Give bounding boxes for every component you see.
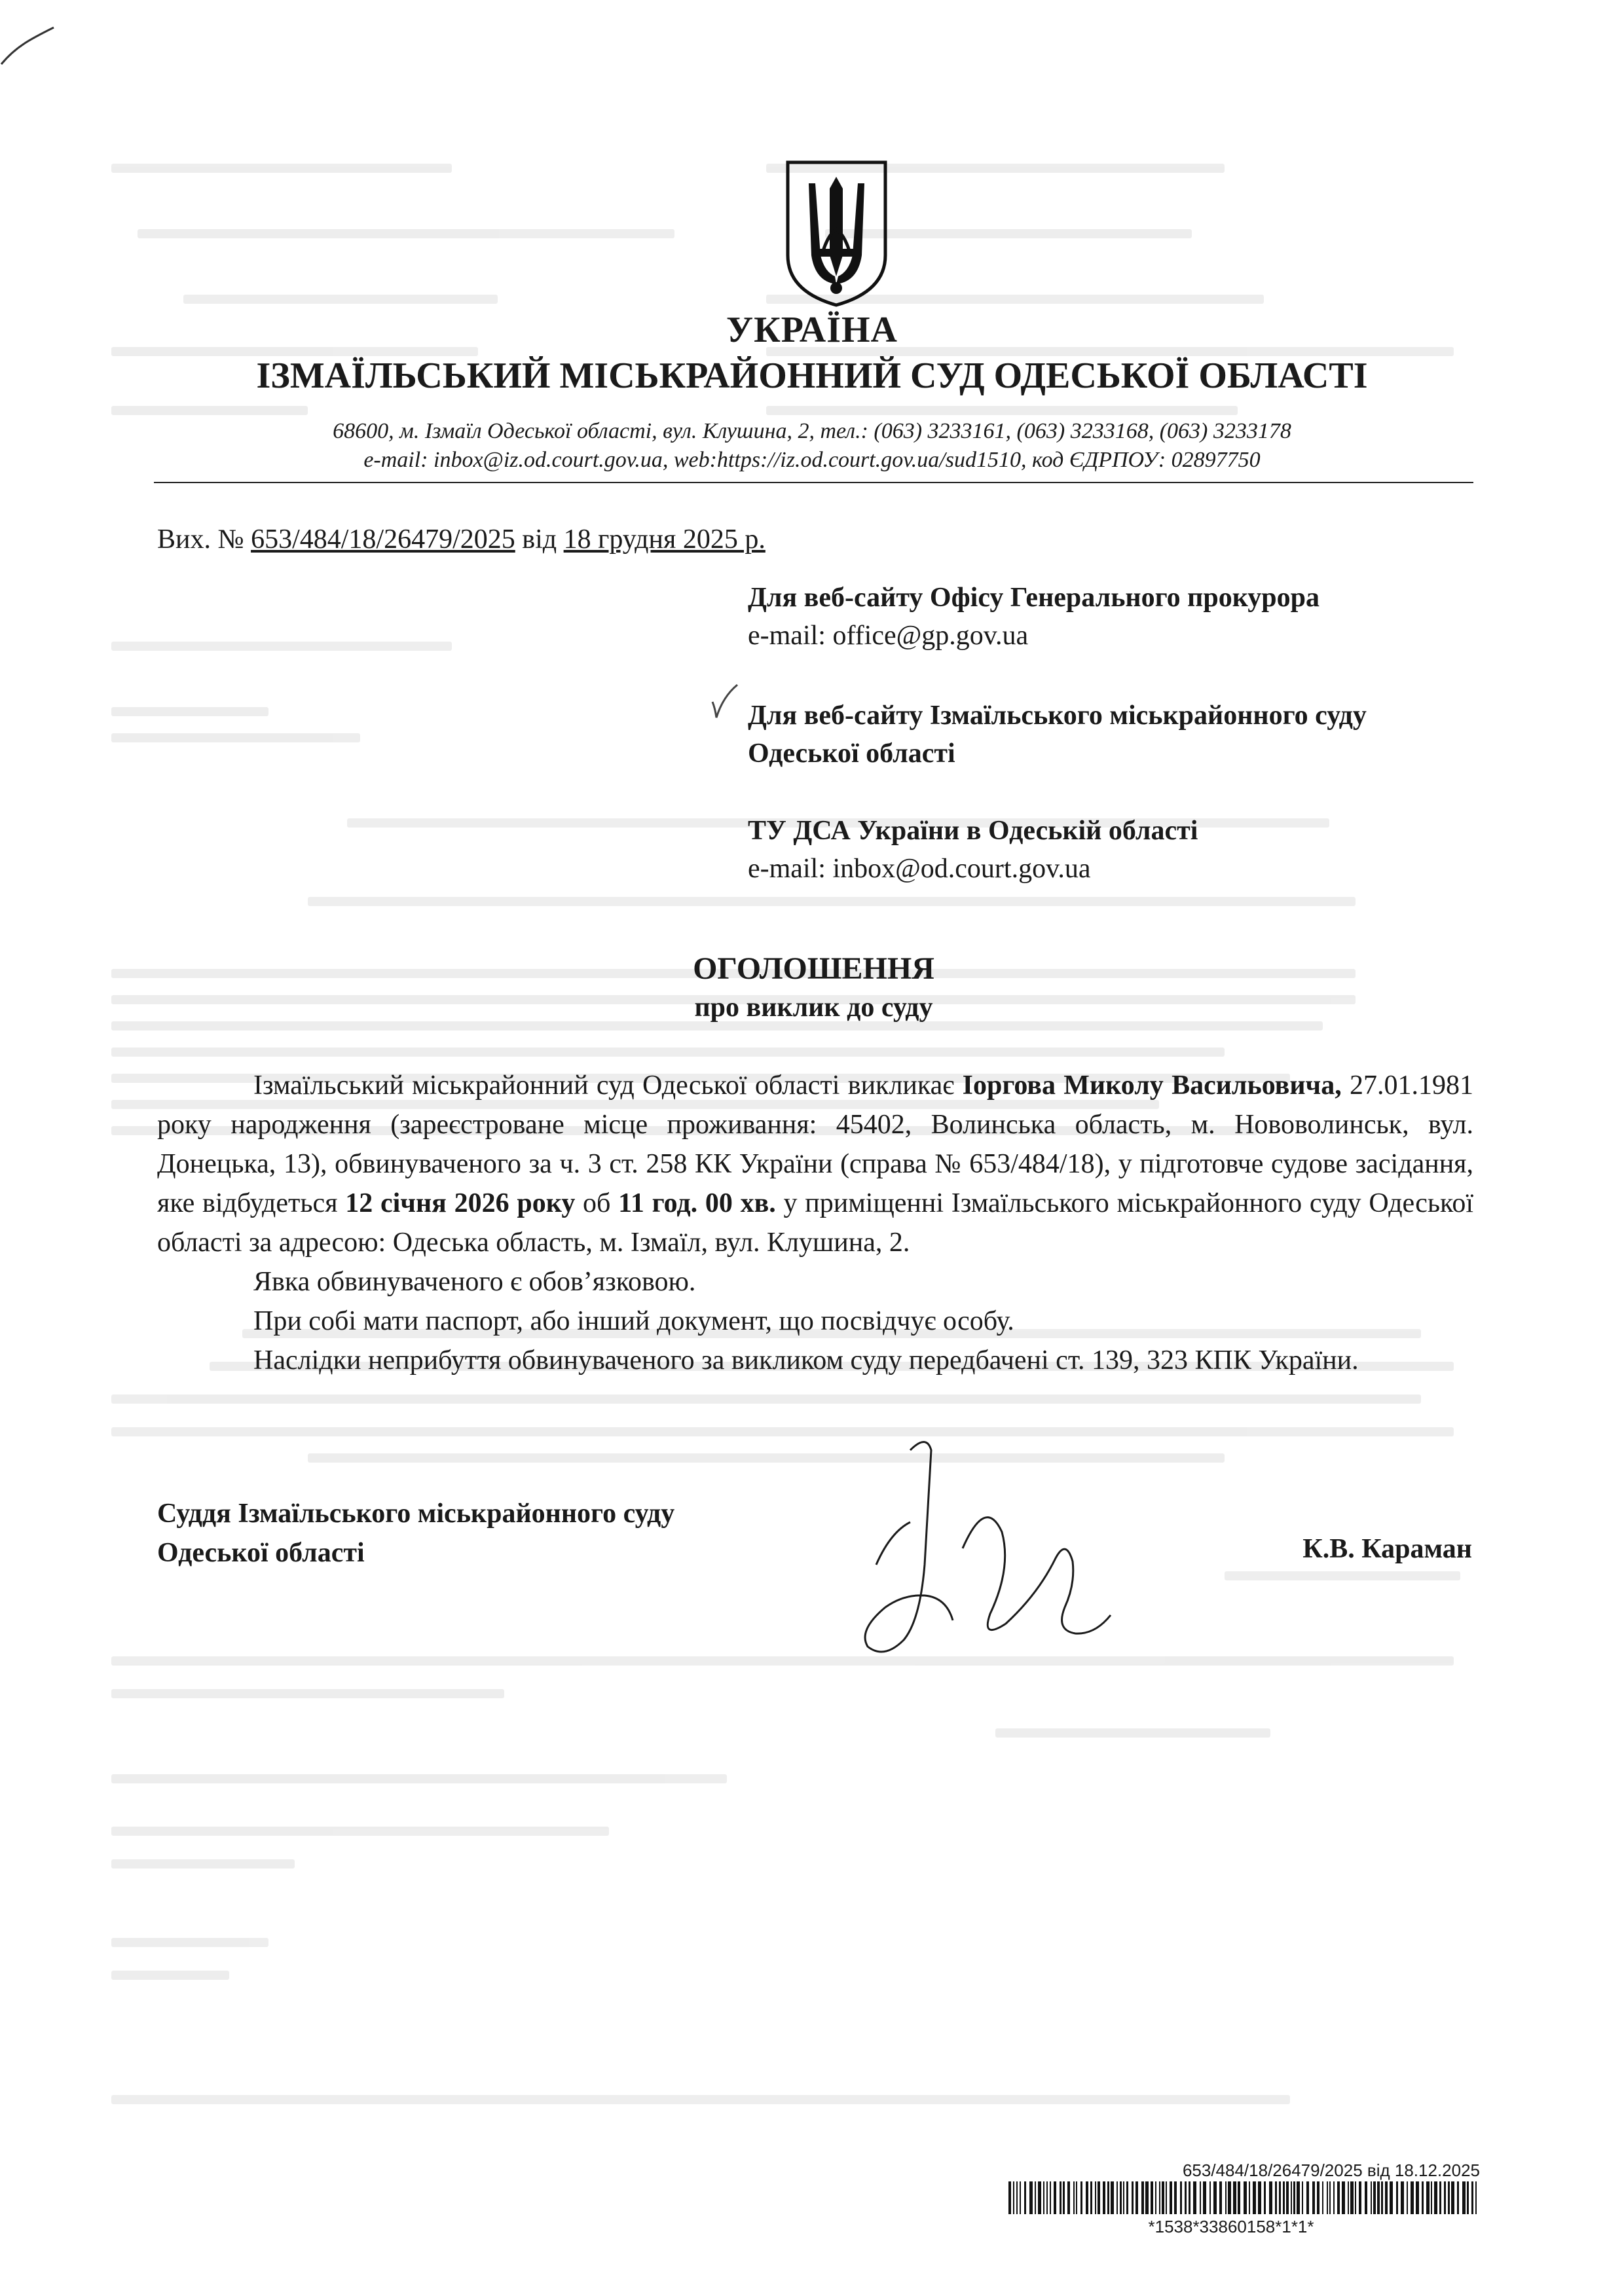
recipient-email: e-mail: office@gp.gov.ua [748,621,1029,651]
barcode-code: *1538*33860158*1*1* [1148,2217,1314,2236]
recipient-email: e-mail: inbox@od.court.gov.ua [748,854,1091,884]
text-run: Ізмаїльський міськрайонний суд Одеської області викликає [253,1070,963,1101]
outgoing-prefix: Вих. № [157,524,244,555]
accused-name: Іоргова Миколу Васильовича, [962,1070,1342,1101]
hearing-time: 11 год. 00 хв. [618,1188,776,1218]
text-run: у приміщенні Ізмаїльського міськрайонного суду Одеської області за адресою: Одеська область, м. Ізмаїл, вул. Клушина, 2. [157,1188,1473,1258]
outgoing-sep: від [522,524,557,555]
recipient-court-site [748,697,1475,773]
court-contacts: e-mail: inbox@iz.od.court.gov.ua, web:https://iz.od.court.gov.ua/sud1510, код ЄДРПОУ: 02897750 [363,448,1261,472]
country-heading: УКРАЇНА [726,310,898,350]
court-name: ІЗМАЇЛЬСЬКИЙ МІСЬКРАЙОННИЙ СУД ОДЕСЬКОЇ ОБЛАСТІ [256,355,1368,396]
notice-paragraph-consequences: Наслідки неприбуття обвинуваченого за викликом суду передбачені ст. 139, 323 КПК України. [253,1345,1359,1376]
notice-paragraph-documents: При собі мати паспорт, або інший документ, що посвідчує особу. [253,1306,1014,1336]
recipient-prosecutor [748,579,1475,655]
notice-paragraph-attendance: Явка обвинуваченого є обов’язковою. [253,1267,696,1297]
barcode-reference: 653/484/18/26479/2025 від 18.12.2025 [1182,2160,1480,2180]
notice-title: ОГОЛОШЕННЯ [693,951,934,986]
judge-position-line: Одеської області [157,1538,365,1568]
handwritten-signature [812,1424,1126,1712]
outgoing-number [157,524,766,555]
recipient-name: ТУ ДСА України в Одеській області [748,816,1198,846]
notice-body [157,1066,1473,1380]
outgoing-number-value: 653/484/18/26479/2025 [251,524,515,555]
outgoing-date: 18 грудня 2025 р. [563,524,766,555]
header-divider [154,482,1473,483]
hearing-date: 12 січня 2026 року [345,1188,576,1218]
barcode-bars [1008,2181,1480,2214]
text-run: 27.01.1981 року народження (зареєстроване місце проживання: 45402, Волинська область, м. Нововолинськ, вул. Донецька, 13), обвинуваченого за ч. 3 ст. 258 КК України (справа № 653/484/18), у підготовче судове засідання, яке відбудеться [157,1070,1474,1218]
judge-name: К.В. Караман [1302,1534,1472,1564]
pen-mark [0,0,79,79]
checkmark-icon [709,682,741,724]
recipient-dsa [748,812,1475,888]
coat-of-arms-icon [783,157,891,309]
notice-paragraph-main [157,1066,1473,1262]
judge-position [157,1494,674,1573]
notice-subtitle: про виклик до суду [694,993,933,1023]
court-address: 68600, м. Ізмаїл Одеської області, вул. Клушина, 2, тел.: (063) 3233161, (063) 3233168, (063) 3233178 [333,419,1291,443]
recipient-name: Для веб-сайту Ізмаїльського міськрайонного суду Одеської області [748,701,1367,769]
judge-position-line: Суддя Ізмаїльського міськрайонного суду [157,1499,675,1529]
text-run: об [575,1188,619,1218]
recipient-name: Для веб-сайту Офісу Генерального прокурора [748,583,1320,613]
